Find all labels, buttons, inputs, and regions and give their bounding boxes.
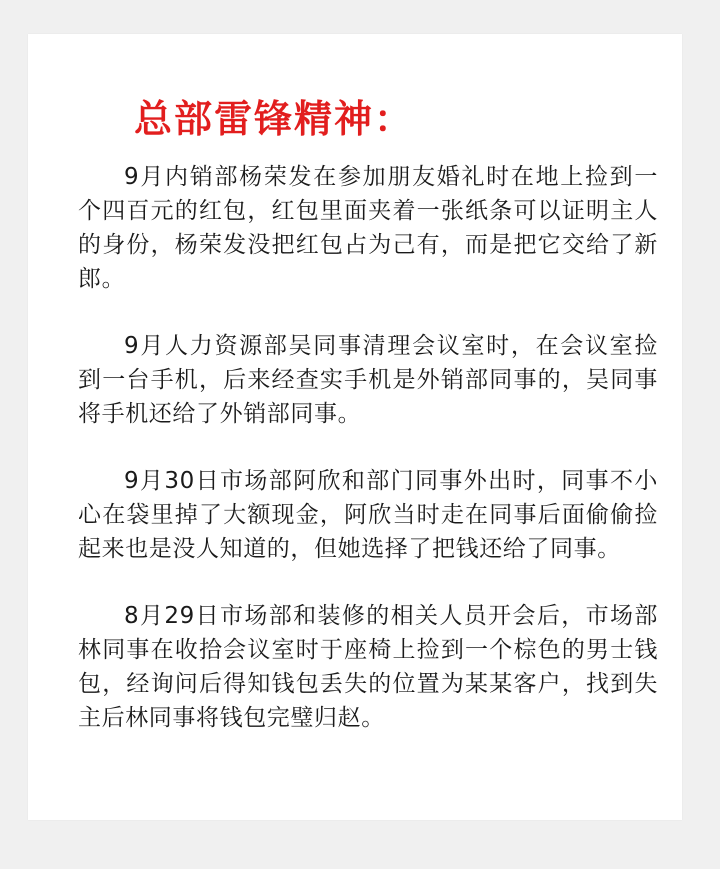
page-title: 总部雷锋精神： [134,97,415,141]
paragraph-4: 8月29日市场部和装修的相关人员开会后，市场部林同事在收拾会议室时于座椅上捡到一个棕色的男士钱包，经询问后得知钱包丢失的位置为某某客户，找到失主后林同事将钱包完璧归赵。 [78,603,658,731]
paragraph-2: 9月人力资源部吴同事清理会议室时，在会议室捡到一台手机，后来经查实手机是外销部同事的，吴同事将手机还给了外销部同事。 [78,333,658,427]
paragraph-3: 9月30日市场部阿欣和部门同事外出时，同事不小心在袋里掉了大额现金，阿欣当时走在同事后面偷偷捡起来也是没人知道的，但她选择了把钱还给了同事。 [78,468,658,562]
article-body [78,160,658,735]
paragraph-1: 9月内销部杨荣发在参加朋友婚礼时在地上捡到一个四百元的红包，红包里面夹着一张纸条可以证明主人的身份，杨荣发没把红包占为己有，而是把它交给了新郎。 [78,164,658,292]
